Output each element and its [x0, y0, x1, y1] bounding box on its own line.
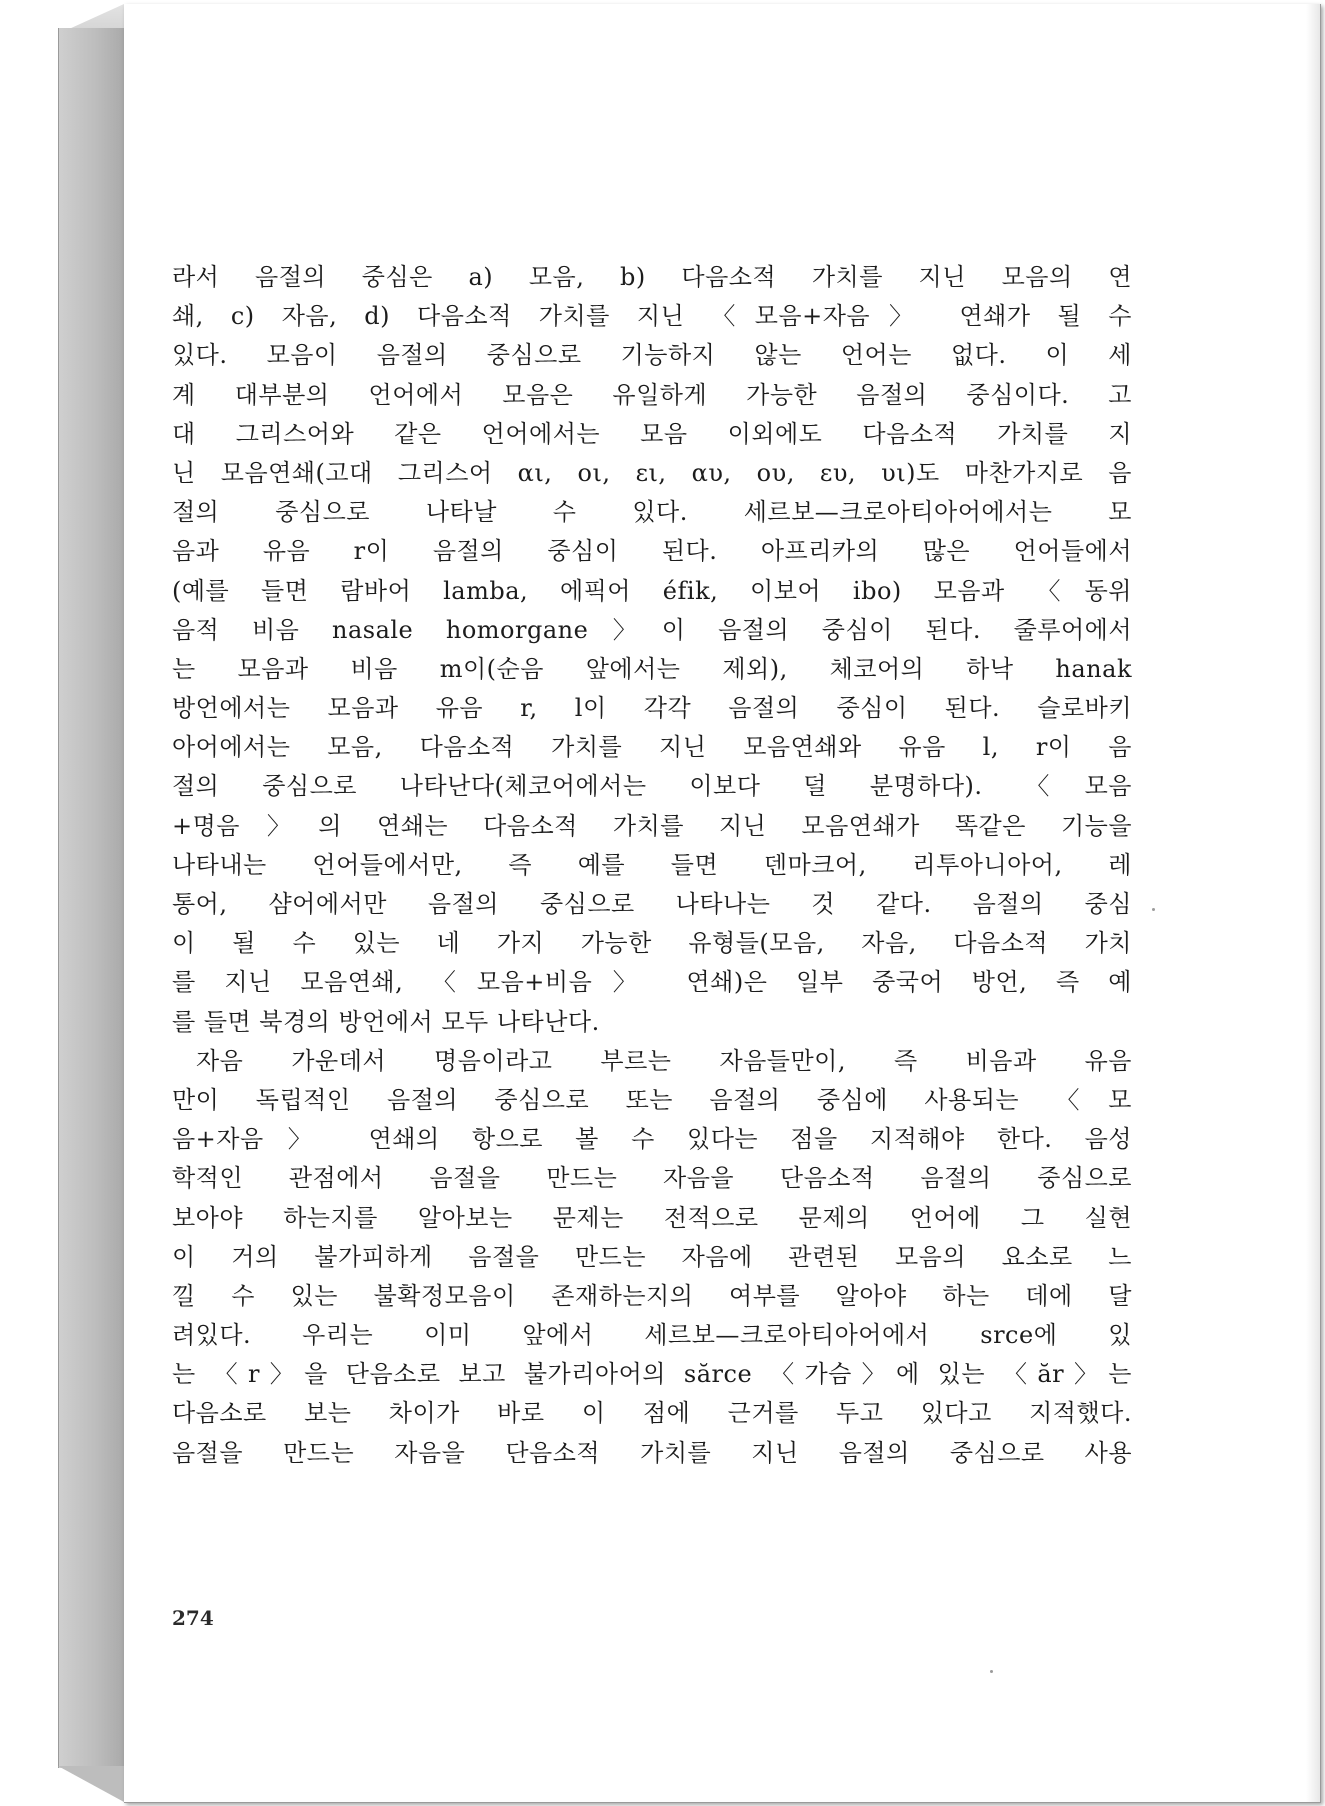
text-line: 려있다. 우리는 이미 앞에서 세르보—크로아티아어에서 srce에 있	[172, 1321, 1132, 1350]
text-line: 음절을 만드는 자음을 단음소적 가치를 지닌 음절의 중심으로 사용	[172, 1438, 1132, 1467]
text-line: (예를 들면 람바어 lamba, 에픽어 éfik, 이보어 ibo) 모음과 〈동위	[172, 576, 1132, 605]
page-edge-shadow	[1306, 4, 1320, 1802]
text-line: 라서 음절의 중심은 a) 모음, b) 다음소적 가치를 지닌 모음의 연	[172, 263, 1132, 291]
text-line: 쇄, c) 자음, d) 다음소적 가치를 지닌 〈모음+자음〉 연쇄가 될 수	[172, 302, 1132, 331]
text-line: 를 지닌 모음연쇄, 〈모음+비음〉 연쇄)은 일부 중국어 방언, 즉 예	[172, 968, 1132, 997]
text-line-paragraph-start: 자음 가운데서 명음이라고 부르는 자음들만이, 즉 비음과 유음	[196, 1046, 1132, 1075]
text-line: 음적 비음 nasale homorgane〉이 음절의 중심이 된다. 줄루어에서	[172, 615, 1132, 644]
text-line: 다음소로 보는 차이가 바로 이 점에 근거를 두고 있다고 지적했다.	[172, 1399, 1132, 1428]
text-line: 있다. 모음이 음절의 중심으로 기능하지 않는 언어는 없다. 이 세	[172, 341, 1132, 370]
text-line: 는 모음과 비음 m이(순음 앞에서는 제외), 체코어의 하낙 hanak	[172, 654, 1132, 683]
text-line: 음+자음〉 연쇄의 항으로 볼 수 있다는 점을 지적해야 한다. 음성	[172, 1125, 1132, 1154]
text-line: 아어에서는 모음, 다음소적 가치를 지닌 모음연쇄와 유음 l, r이 음	[172, 733, 1132, 762]
text-line: 절의 중심으로 나타날 수 있다. 세르보—크로아티아어에서는 모	[172, 498, 1132, 527]
text-line: 만이 독립적인 음절의 중심으로 또는 음절의 중심에 사용되는 〈모	[172, 1085, 1132, 1114]
text-line: 나타내는 언어들에서만, 즉 예를 들면 덴마크어, 리투아니아어, 레	[172, 850, 1132, 879]
book-bottom-corner	[58, 1766, 124, 1802]
page-number: 274	[172, 1606, 214, 1630]
text-line-paragraph-end: 를 들면 북경의 방언에서 모두 나타난다.	[172, 1007, 600, 1036]
paper-speck	[990, 1670, 993, 1673]
text-line: 학적인 관점에서 음절을 만드는 자음을 단음소적 음절의 중심으로	[172, 1164, 1132, 1193]
text-line: 이 거의 불가피하게 음절을 만드는 자음에 관련된 모음의 요소로 느	[172, 1242, 1132, 1271]
book-spine	[58, 28, 125, 1768]
text-line: 계 대부분의 언어에서 모음은 유일하게 가능한 음절의 중심이다. 고	[172, 380, 1132, 409]
text-line: 낄 수 있는 불확정모음이 존재하는지의 여부를 알아야 하는 데에 달	[172, 1281, 1132, 1310]
text-line: 방언에서는 모음과 유음 r, l이 각각 음절의 중심이 된다. 슬로바키	[172, 694, 1132, 723]
text-line: 대 그리스어와 같은 언어에서는 모음 이외에도 다음소적 가치를 지	[172, 419, 1132, 448]
text-line: 절의 중심으로 나타난다(체코어에서는 이보다 덜 분명하다). 〈모음	[172, 772, 1132, 801]
text-line: +명음〉의 연쇄는 다음소적 가치를 지닌 모음연쇄가 똑같은 기능을	[172, 811, 1132, 840]
text-line: 보아야 하는지를 알아보는 문제는 전적으로 문제의 언어에 그 실현	[172, 1203, 1132, 1232]
text-line: 통어, 샴어에서만 음절의 중심으로 나타나는 것 같다. 음절의 중심	[172, 890, 1132, 918]
text-line: 는 〈r〉을 단음소로 보고 불가리아어의 sărce 〈가슴〉에 있는 〈ăr〉는	[172, 1360, 1132, 1389]
text-line: 이 될 수 있는 네 가지 가능한 유형들(모음, 자음, 다음소적 가치	[172, 929, 1132, 958]
paper-speck	[1152, 908, 1155, 911]
text-line: 음과 유음 r이 음절의 중심이 된다. 아프리카의 많은 언어들에서	[172, 537, 1132, 566]
text-line: 닌 모음연쇄(고대 그리스어 αι, οι, ει, αυ, ου, ευ, υι)도 마찬가지로 음	[172, 458, 1132, 487]
body-text	[172, 258, 1132, 1473]
